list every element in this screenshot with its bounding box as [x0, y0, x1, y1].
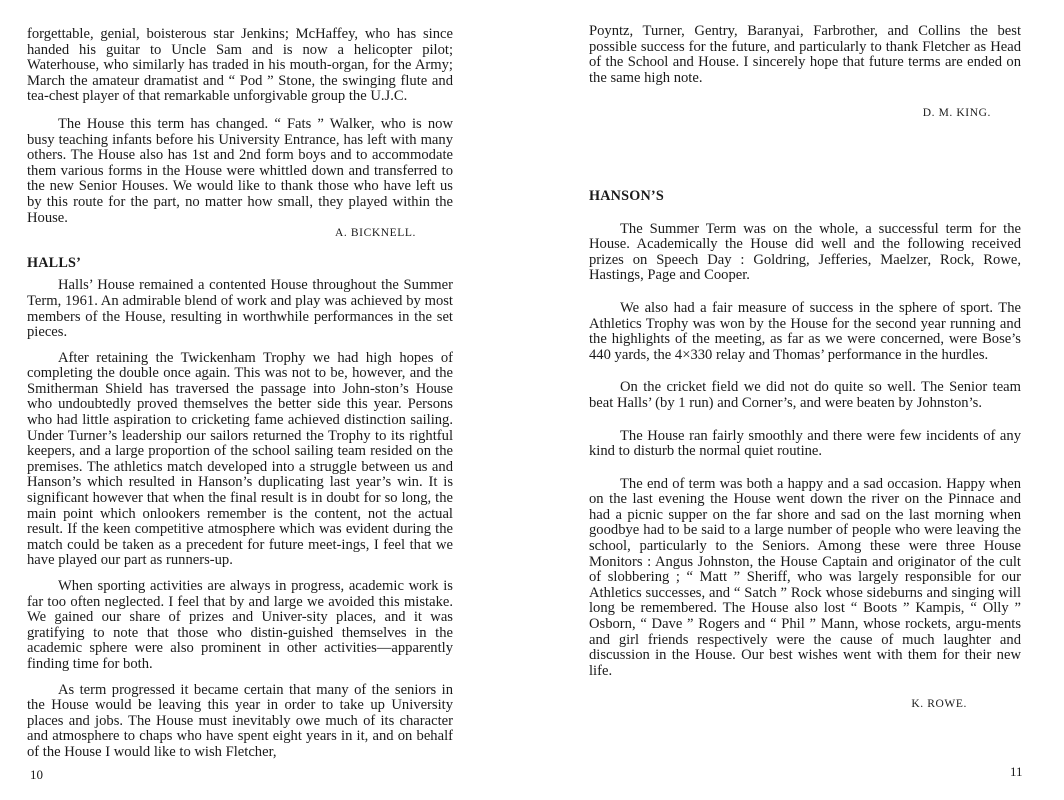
signature: D. M. KING. — [922, 107, 991, 120]
continued-paragraph: Poyntz, Turner, Gentry, Baranyai, Farbrother, and Collins the best possible success for the future, and particularly to thank Fletcher as Head of the School and House. I sincerely hope that future terms are ended on the same high note. — [589, 23, 1021, 86]
continued-paragraph: forgettable, genial, boisterous star Jenkins; McHaffey, who has since handed his guitar to Uncle Sam and is now a helicopter pilot; Waterhouse, who similarly has traded in his mouth-organ, for the Army; March the amateur dramatist and “ Pod ” Stone, the swinging flute and tea-chest player of that remarkable unforgivable group the U.J.C. — [27, 26, 453, 105]
paragraph: After retaining the Twickenham Trophy we had high hopes of completing the double once again. This was not to be, however, and the Smitherman Shield has traversed the passage into John-ston’s House who undoubtedly proved themselves the better side this year. Persons who had little aspiration to cricketing fame achieved distinction sailing. Under Turner’s leadership our sailors returned the Trophy to its rightful keepers, and a large proportion of the school sailing team resided on the premises. The athletics match developed into a struggle between us and Hanson’s which resulted in Hanson’s duplicating last year’s win. It is significant however that when the final result is in doubt for so long, the main point which onlookers remember is the content, not the actual result. If the keen competitive atmosphere which was evident during the match could be taken as a precedent for future meet-ings, I feel that we have played our part as runners-up. — [27, 349, 453, 569]
left-page-text-column — [27, 27, 453, 761]
signature: A. BICKNELL. — [335, 227, 416, 240]
section-heading-halls: HALLS’ — [27, 254, 82, 271]
signature: K. ROWE. — [911, 698, 967, 711]
paragraph: Halls’ House remained a contented House throughout the Summer Term, 1961. An admirable blend of work and play was achieved by most members of the House, resulting in worthwhile performances in the set pieces. — [27, 277, 453, 341]
paragraph: When sporting activities are always in progress, academic work is far too often neglected. I feel that by and large we avoided this mistake. We gained our share of prizes and Univer-sity places, and it was gratifying to note that those who distin-guished themselves in the academic sphere were also prominent in other activities—apparently finding time for both. — [27, 578, 453, 672]
paragraph: The House ran fairly smoothly and there were few incidents of any kind to disturb the normal quiet routine. — [589, 427, 1021, 460]
paragraph: As term progressed it became certain that many of the seniors in the House would be leaving this year in order to take up University places and jobs. The House must inevitably owe much of its character and atmosphere to chaps who have spent eight years in it, and on behalf of the House I would like to wish Fletcher, — [27, 681, 453, 760]
page-number: 10 — [30, 767, 43, 782]
paragraph: The House this term has changed. “ Fats ” Walker, who is now busy teaching infants before his University Entrance, has left with many others. The House also has 1st and 2nd form boys and to accommodate them various forms in the House were whittled down and transferred to the new Senior Houses. We would like to thank those who have left us by this route for the part, no matter how small, they played within the House. — [27, 115, 453, 226]
right-page-text-column — [589, 24, 1021, 713]
page-number: 11 — [1010, 764, 1023, 779]
section-heading-hansons: HANSON’S — [589, 187, 664, 204]
left-page — [0, 0, 530, 800]
paragraph: On the cricket field we did not do quite so well. The Senior team beat Halls’ (by 1 run) and Corner’s, and were beaten by Johnston’s. — [589, 379, 1021, 411]
paragraph: The end of term was both a happy and a sad occasion. Happy when on the last evening the House went down the river on the Pinnace and had a picnic supper on the far shore and sad on the last morning when goodbye had to be said to a large number of people who were leaving the school, particularly to the Seniors. Among these were three House Monitors : Angus Johnston, the House Captain and originator of the cult of slobbering ; “ Matt ” Sheriff, who was largely responsible for our Athletics successes, and “ Satch ” Rock whose sideburns and singing will long be remembered. The House also lost “ Boots ” Kampis, “ Olly ” Osborn, “ Dave ” Rogers and “ Phil ” Mann, whose rockets, argu-ments and girl friends respectively were the cause of much laughter and discussion in the House. Our best wishes went with them for their new life. — [589, 475, 1021, 679]
paragraph: The Summer Term was on the whole, a successful term for the House. Academically the House did well and the following received prizes on Speech Day : Goldring, Jefferies, Maelzer, Rock, Rowe, Hastings, Page and Cooper. — [589, 220, 1021, 284]
paragraph: We also had a fair measure of success in the sphere of sport. The Athletics Trophy was won by the House for the second year running and the highlights of the meeting, as far as we were concerned, were Bose’s 440 yards, the 4×330 relay and Thomas’ performance in the hurdles. — [589, 299, 1021, 363]
right-page — [532, 0, 1064, 800]
